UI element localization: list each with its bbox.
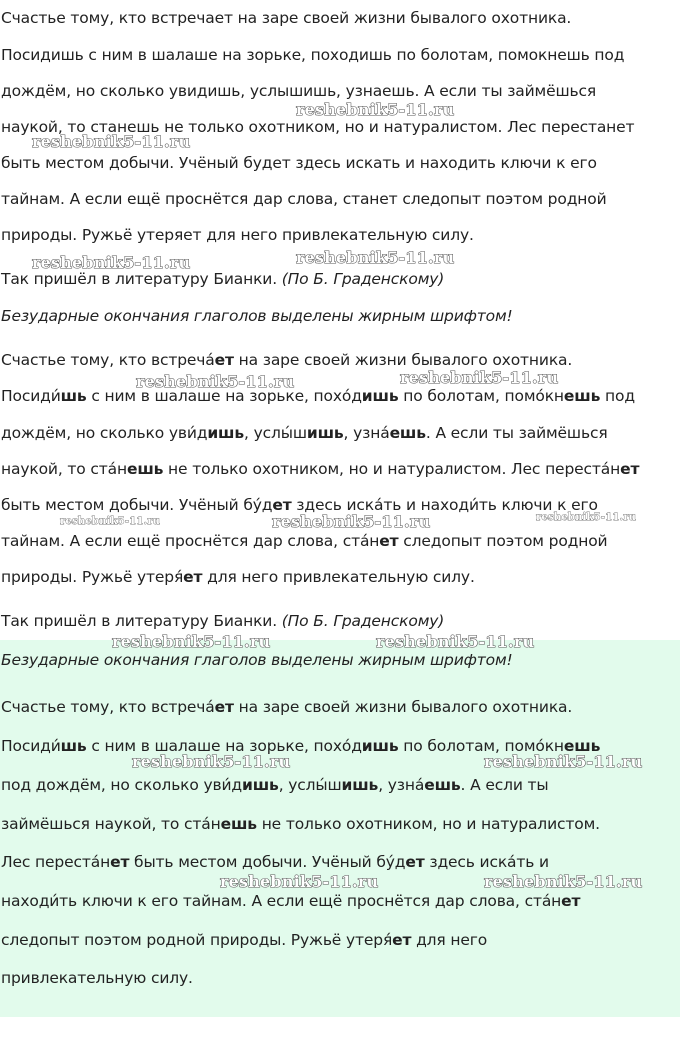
text-line	[1, 153, 597, 173]
watermark: reshebnik5-11.ru	[32, 132, 191, 151]
watermark: reshebnik5-11.ru	[220, 872, 379, 891]
verb-ending: ишь	[242, 776, 279, 794]
verb-ending: ишь	[361, 737, 399, 755]
verb-ending: ишь	[306, 424, 344, 442]
verb-ending: ишь	[341, 776, 379, 794]
source-line: Так пришёл в литературу Бианки. (По Б. Граденскому)	[1, 270, 445, 288]
text-segment: на заре своей жизни бывалого охотника.	[233, 351, 573, 369]
watermark: reshebnik5-11.ru	[132, 752, 291, 771]
text-line	[1, 891, 580, 911]
text-segment: Посиди́	[1, 387, 61, 405]
text-segment: не только охотником, но и натуралистом. Лес переста́н	[163, 460, 621, 478]
verb-ending: ет	[379, 532, 399, 550]
text-segment: . А если ты	[460, 776, 549, 794]
text-segment: по болотам, помо́кн	[398, 737, 564, 755]
text-segment: с ним в шалаше на зорьке, похо́д	[86, 387, 362, 405]
text-segment: , услы́ш	[244, 424, 307, 442]
text-line	[1, 697, 572, 717]
verb-ending: шь	[60, 387, 87, 405]
verb-ending: ишь	[361, 387, 399, 405]
watermark: reshebnik5-11.ru	[60, 516, 161, 527]
text-segment: дождём, но сколько уви́д	[1, 424, 208, 442]
text-line	[1, 45, 624, 65]
text-segment: по болотам, помо́кн	[398, 387, 564, 405]
text-line	[1, 350, 572, 370]
watermark: reshebnik5-11.ru	[536, 512, 637, 523]
text-segment: наукой, то ста́н	[1, 460, 127, 478]
watermark: reshebnik5-11.ru	[32, 253, 191, 272]
text-segment: , узна́	[378, 776, 425, 794]
text-segment: . А если ты займёшься	[425, 424, 608, 442]
text-segment: здесь иска́ть и находи́ть ключи к его	[291, 496, 598, 514]
text-segment: с ним в шалаше на зорьке, похо́д	[86, 737, 362, 755]
instruction-note: Безударные окончания глаголов выделены жирным шрифтом!	[1, 307, 513, 325]
verb-ending: ешь	[126, 460, 164, 478]
text-line	[1, 225, 474, 245]
watermark: reshebnik5-11.ru	[376, 632, 535, 651]
text-segment: следопыт поэтом родной	[398, 532, 608, 550]
text-segment: , услы́ш	[278, 776, 342, 794]
text-segment: следопыт поэтом родной природы. Ружьё утеря́	[1, 931, 393, 949]
text-line	[1, 81, 596, 101]
watermark: reshebnik5-11.ru	[484, 872, 643, 891]
text-segment: быть местом добычи. Учёный будет здесь искать и находить ключи к его	[1, 154, 597, 172]
text-line	[1, 567, 475, 587]
text-line	[1, 189, 607, 209]
text-segment: тайнам. А если ещё проснётся дар слова, станет следопыт поэтом родной	[1, 190, 607, 208]
verb-ending: шь	[60, 737, 87, 755]
source-author: (По Б. Граденскому)	[281, 270, 445, 288]
text-segment: дождём, но сколько увидишь, услышишь, узнаешь. А если ты займёшься	[1, 82, 597, 100]
verb-ending: ет	[392, 931, 412, 949]
text-segment: наукой, то станешь не только охотником, но и натуралистом. Лес перестанет	[1, 118, 635, 136]
text-segment: под	[600, 387, 635, 405]
watermark: reshebnik5-11.ru	[112, 632, 271, 651]
source-line: Так пришёл в литературу Бианки. (По Б. Граденскому)	[1, 612, 445, 630]
text-segment: быть местом добычи. Учёный бу́д	[1, 496, 273, 514]
text-line	[1, 531, 607, 551]
text-segment: быть местом добычи. Учёный бу́д	[129, 853, 406, 871]
watermark: reshebnik5-11.ru	[296, 100, 455, 119]
verb-ending: ет	[214, 698, 234, 716]
verb-ending: ет	[620, 460, 640, 478]
text-line	[1, 968, 193, 988]
text-line	[1, 8, 571, 28]
text-segment: здесь иска́ть и	[424, 853, 549, 871]
verb-ending: ешь	[424, 776, 461, 794]
verb-ending: ешь	[220, 815, 257, 833]
text-segment: находи́ть ключи к его тайнам. А если ещё проснётся дар слова, ста́н	[1, 892, 562, 910]
text-segment: Посидишь с ним в шалаше на зорьке, походишь по болотам, помокнешь под	[1, 46, 625, 64]
watermark: reshebnik5-11.ru	[484, 752, 643, 771]
text-segment: для него	[411, 931, 488, 949]
text-line	[1, 930, 487, 950]
verb-ending: ешь	[389, 424, 426, 442]
text-segment: на заре своей жизни бывалого охотника.	[233, 698, 573, 716]
verb-ending: ет	[214, 351, 234, 369]
text-line	[1, 814, 600, 834]
text-segment: природы. Ружьё утеря́	[1, 568, 184, 586]
text-segment: привлекательную силу.	[1, 969, 193, 987]
text-line	[1, 423, 608, 443]
source-author: (По Б. Граденскому)	[281, 612, 445, 630]
text-segment: под дождём, но сколько уви́д	[1, 776, 242, 794]
watermark: reshebnik5-11.ru	[136, 372, 295, 391]
text-segment: тайнам. А если ещё проснётся дар слова, ста́н	[1, 532, 380, 550]
text-segment: не только охотником, но и натуралистом.	[256, 815, 600, 833]
text-segment: Счастье тому, кто встреча́	[1, 351, 215, 369]
verb-ending: ешь	[563, 387, 601, 405]
watermark: reshebnik5-11.ru	[400, 368, 559, 387]
verb-ending: ишь	[207, 424, 245, 442]
verb-ending: ет	[405, 853, 425, 871]
text-segment: Счастье тому, кто встреча́	[1, 698, 215, 716]
instruction-note: Безударные окончания глаголов выделены жирным шрифтом!	[1, 651, 513, 669]
text-line	[1, 386, 635, 406]
text-segment: Посиди́	[1, 737, 61, 755]
text-line	[1, 852, 549, 872]
verb-ending: ет	[183, 568, 203, 586]
watermark: reshebnik5-11.ru	[296, 248, 455, 267]
verb-ending: ет	[561, 892, 581, 910]
watermark: reshebnik5-11.ru	[272, 512, 431, 531]
text-segment: займёшься наукой, то ста́н	[1, 815, 221, 833]
text-segment: Счастье тому, кто встречает на заре своей жизни бывалого охотника.	[1, 9, 572, 27]
verb-ending: ет	[272, 496, 292, 514]
verb-ending: ешь	[563, 737, 601, 755]
text-segment: , узна́	[343, 424, 390, 442]
text-segment: Лес переста́н	[1, 853, 111, 871]
text-segment: природы. Ружьё утеряет для него привлекательную силу.	[1, 226, 474, 244]
verb-ending: ет	[110, 853, 130, 871]
text-line	[1, 459, 639, 479]
text-segment: для него привлекательную силу.	[202, 568, 475, 586]
text-line	[1, 775, 549, 795]
